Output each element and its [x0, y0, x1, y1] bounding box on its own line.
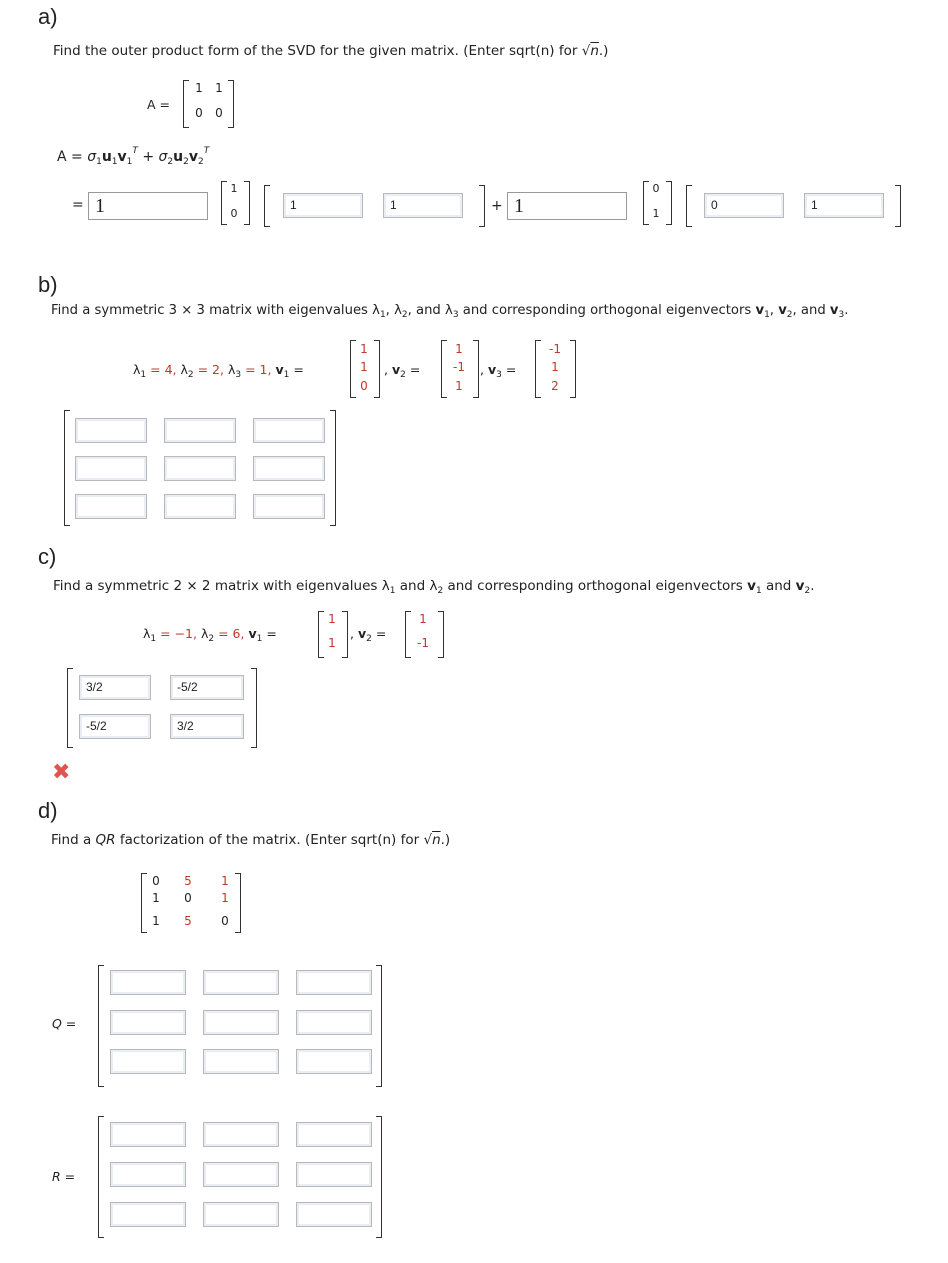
b-v2-cell: 1	[455, 379, 463, 393]
r-input[interactable]	[296, 1202, 372, 1227]
b-answer-input[interactable]	[75, 418, 147, 443]
matrix-a-bracket-right	[228, 80, 234, 128]
c-v1-cell: 1	[328, 636, 336, 650]
v2-bracket-right	[895, 185, 901, 227]
b-v3-bracket-right	[570, 340, 576, 398]
c-answer-bracket-left	[67, 668, 73, 748]
v1-input-2[interactable]: 1	[383, 193, 463, 218]
c-v1-cell: 1	[328, 612, 336, 626]
v1-input-1[interactable]: 1	[283, 193, 363, 218]
c-v2-bracket-left	[405, 611, 411, 658]
c-answer-input[interactable]: 3/2	[170, 714, 244, 739]
part-d-label: d)	[38, 798, 58, 823]
part-b-eigenvalues: $\lambda_1 = 4$, $\lambda_2 = 2$, $\lambda_3 = 1$, $v_1$ =	[133, 362, 304, 380]
r-input[interactable]	[296, 1162, 372, 1187]
v2-bracket-left	[686, 185, 692, 227]
u2-cell: 0	[652, 182, 660, 195]
q-bracket-right	[376, 965, 382, 1087]
q-label: Q =	[52, 1016, 77, 1031]
part-c-label: c)	[38, 544, 57, 569]
b-v2-cell: 1	[455, 342, 463, 356]
matrix-a-cell: 0	[215, 106, 223, 120]
q-input[interactable]	[296, 1010, 372, 1035]
q-input[interactable]	[203, 1049, 279, 1074]
b-answer-input[interactable]	[253, 456, 325, 481]
q-input[interactable]	[296, 1049, 372, 1074]
q-input[interactable]	[110, 970, 186, 995]
r-bracket-right	[376, 1116, 382, 1238]
b-v2-label: , $v_2$ =	[384, 362, 421, 380]
b-answer-bracket-left	[64, 410, 70, 526]
equals-sign: =	[72, 197, 84, 213]
u2-bracket-right	[666, 181, 672, 225]
c-v1-bracket-right	[342, 611, 348, 658]
part-a-prompt: Find the outer product form of the SVD for the given matrix. (Enter sqrt(n) for √n.)	[53, 43, 609, 59]
u1-bracket-right	[244, 181, 250, 225]
b-v3-bracket-left	[535, 340, 541, 398]
b-answer-bracket-right	[330, 410, 336, 526]
d-matrix-cell: 5	[184, 874, 192, 888]
part-c-eigenvalues: $\lambda_1 = -1$, $\lambda_2 = 6$, $v_1$ =	[143, 626, 277, 644]
d-matrix-cell: 1	[152, 914, 160, 928]
q-input[interactable]	[203, 1010, 279, 1035]
part-d-prompt: Find a QR factorization of the matrix. (Enter sqrt(n) for √n.)	[51, 832, 451, 848]
c-v1-bracket-left	[318, 611, 324, 658]
c-answer-input[interactable]: -5/2	[170, 675, 244, 700]
b-v3-cell: 2	[551, 379, 559, 393]
r-bracket-left	[98, 1116, 104, 1238]
matrix-a-label: A =	[147, 97, 170, 112]
matrix-a-cell: 1	[195, 81, 203, 95]
v2-input-1[interactable]: 0	[704, 193, 784, 218]
b-answer-input[interactable]	[253, 494, 325, 519]
v1-bracket-right	[479, 185, 485, 227]
c-v2-label: , $v_2$ =	[350, 626, 387, 644]
d-matrix-cell: 0	[152, 874, 160, 888]
d-matrix-cell: 1	[221, 874, 229, 888]
c-answer-input[interactable]: -5/2	[79, 714, 151, 739]
r-label: R =	[52, 1169, 76, 1184]
r-input[interactable]	[203, 1122, 279, 1147]
u1-cell: 0	[230, 207, 238, 220]
part-b-label: b)	[38, 272, 58, 297]
d-matrix-cell: 5	[184, 914, 192, 928]
sigma2-input[interactable]: 1	[507, 192, 627, 220]
u1-cell: 1	[230, 182, 238, 195]
u2-bracket-left	[643, 181, 649, 225]
r-input[interactable]	[203, 1202, 279, 1227]
b-answer-input[interactable]	[164, 418, 236, 443]
c-answer-input[interactable]: 3/2	[79, 675, 151, 700]
q-bracket-left	[98, 965, 104, 1087]
b-answer-input[interactable]	[75, 456, 147, 481]
c-v2-bracket-right	[438, 611, 444, 658]
v2-input-2[interactable]: 1	[804, 193, 884, 218]
part-b-prompt: Find a symmetric 3 × 3 matrix with eigenvalues $\lambda_1$, $\lambda_2$, and $\lambda_3$ and corresponding orthogonal eigenvectors $v_1$, $v_2$, and $v_3$.	[51, 303, 849, 320]
r-input[interactable]	[296, 1122, 372, 1147]
d-matrix-cell: 1	[221, 891, 229, 905]
b-v2-cell: -1	[453, 360, 465, 374]
q-input[interactable]	[203, 970, 279, 995]
b-v1-cell: 1	[360, 342, 368, 356]
b-v1-cell: 0	[360, 379, 368, 393]
r-input[interactable]	[110, 1162, 186, 1187]
b-v2-bracket-left	[441, 340, 447, 398]
b-v2-bracket-right	[473, 340, 479, 398]
sigma1-input[interactable]: 1	[88, 192, 208, 220]
part-c-prompt: Find a symmetric 2 × 2 matrix with eigenvalues $\lambda_1$ and $\lambda_2$ and corresponding orthogonal eigenvectors $v_1$ and $v_2$.	[53, 578, 815, 596]
b-answer-input[interactable]	[75, 494, 147, 519]
b-v1-cell: 1	[360, 360, 368, 374]
svd-formula: $A = \sigma_1u_1v_1^T + \sigma_2u_2v_2^T$	[57, 146, 210, 167]
c-answer-bracket-right	[251, 668, 257, 748]
q-input[interactable]	[110, 1049, 186, 1074]
b-v1-bracket-left	[350, 340, 356, 398]
v1-bracket-left	[264, 185, 270, 227]
r-input[interactable]	[203, 1162, 279, 1187]
matrix-a-cell: 1	[215, 81, 223, 95]
sqrt-symbol: √	[581, 43, 591, 59]
r-input[interactable]	[110, 1122, 186, 1147]
c-v2-cell: -1	[417, 636, 429, 650]
c-v2-cell: 1	[419, 612, 427, 626]
d-matrix-cell: 0	[184, 891, 192, 905]
part-a-label: a)	[38, 4, 58, 29]
u1-bracket-left	[221, 181, 227, 225]
matrix-a-bracket-left	[183, 80, 189, 128]
d-matrix-cell: 0	[221, 914, 229, 928]
b-answer-input[interactable]	[164, 494, 236, 519]
u2-cell: 1	[652, 207, 660, 220]
r-input[interactable]	[110, 1202, 186, 1227]
plus-sign: +	[491, 198, 503, 214]
b-v1-bracket-right	[374, 340, 380, 398]
q-input[interactable]	[110, 1010, 186, 1035]
d-matrix-bracket-left	[141, 873, 147, 933]
matrix-a-cell: 0	[195, 106, 203, 120]
incorrect-icon: ✖	[52, 760, 71, 785]
d-matrix-cell: 1	[152, 891, 160, 905]
d-matrix-bracket-right	[235, 873, 241, 933]
q-input[interactable]	[296, 970, 372, 995]
b-answer-input[interactable]	[253, 418, 325, 443]
b-v3-cell: 1	[551, 360, 559, 374]
b-v3-cell: -1	[549, 342, 561, 356]
b-v3-label: , $v_3$ =	[480, 362, 517, 380]
b-answer-input[interactable]	[164, 456, 236, 481]
